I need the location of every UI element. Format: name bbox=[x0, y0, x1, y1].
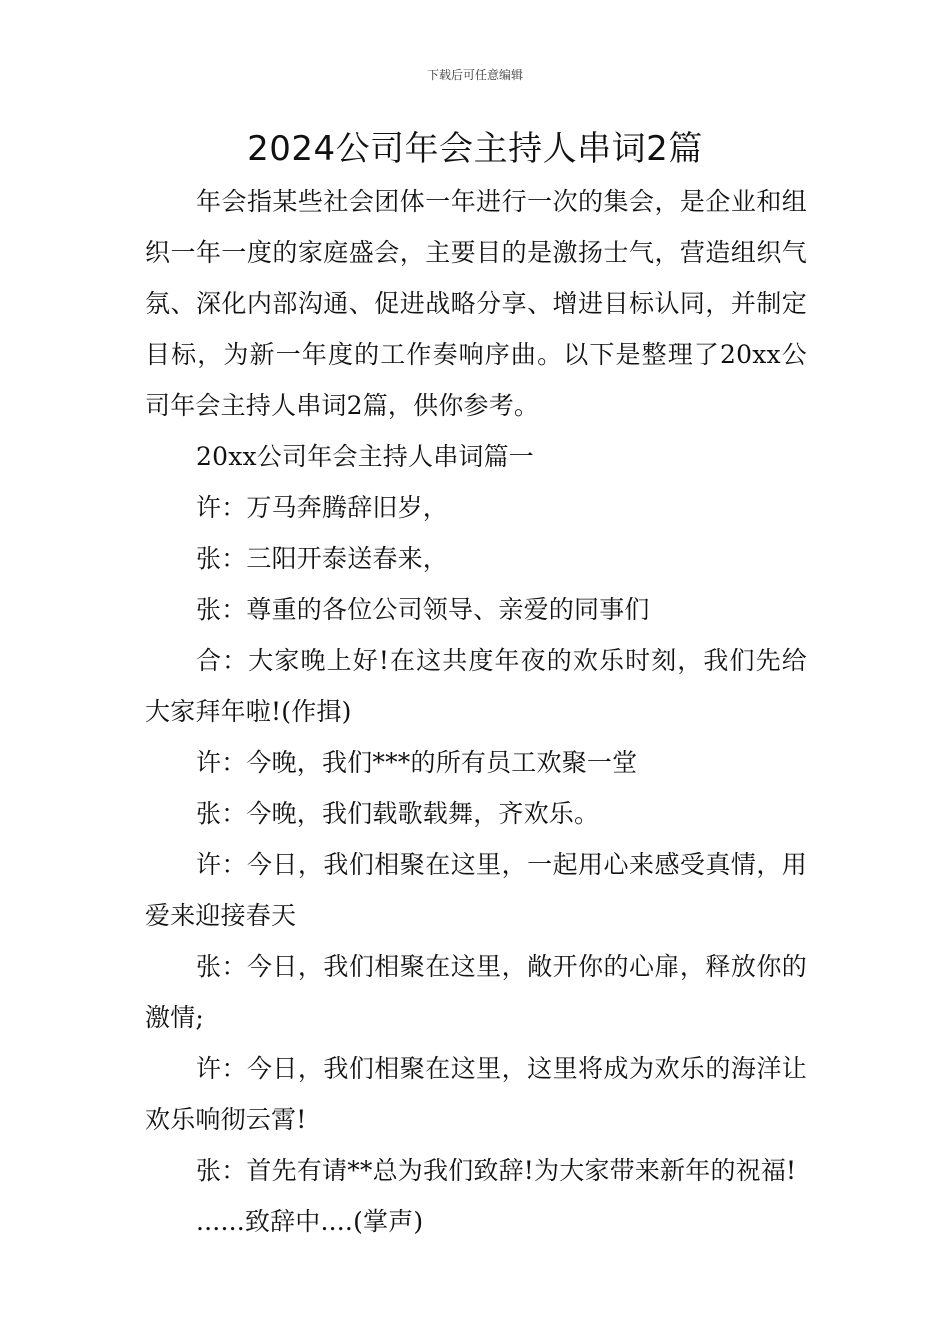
script-line: 张：首先有请**总为我们致辞!为大家带来新年的祝福! bbox=[196, 1156, 797, 1185]
document-body bbox=[145, 176, 807, 1247]
document-title: 2024公司年会主持人串词2篇 bbox=[247, 129, 703, 169]
script-line: 许：万马奔腾辞旧岁， bbox=[196, 493, 449, 522]
script-line: 合：大家晚上好!在这共度年夜的欢乐时刻，我们先给大家拜年啦!(作揖) bbox=[145, 646, 807, 726]
script-line: 张：今晚，我们载歌载舞，齐欢乐。 bbox=[196, 799, 600, 828]
script-line: 许：今晚，我们***的所有员工欢聚一堂 bbox=[196, 748, 638, 777]
script-line: ......致辞中....(掌声) bbox=[196, 1207, 424, 1236]
script-line: 张：今日，我们相聚在这里，敞开你的心扉，释放你的激情; bbox=[145, 952, 807, 1032]
script-line: 许：今日，我们相聚在这里，这里将成为欢乐的海洋让欢乐响彻云霄! bbox=[145, 1054, 807, 1134]
script-line: 许：今日，我们相聚在这里，一起用心来感受真情，用爱来迎接春天 bbox=[145, 850, 807, 930]
header-note: 下载后可任意编辑 bbox=[426, 68, 523, 82]
intro-paragraph: 年会指某些社会团体一年进行一次的集会，是企业和组织一年一度的家庭盛会，主要目的是激扬士气，营造组织气氛、深化内部沟通、促进战略分享、增进目标认同，并制定目标，为新一年度的工作奏响序曲。以下是整理了20xx公司年会主持人串词2篇，供你参考。 bbox=[145, 187, 807, 420]
script-line: 张：三阳开泰送春来， bbox=[196, 544, 449, 573]
script-line: 张：尊重的各位公司领导、亲爱的同事们 bbox=[196, 595, 650, 624]
section-heading: 20xx公司年会主持人串词篇一 bbox=[196, 442, 535, 471]
